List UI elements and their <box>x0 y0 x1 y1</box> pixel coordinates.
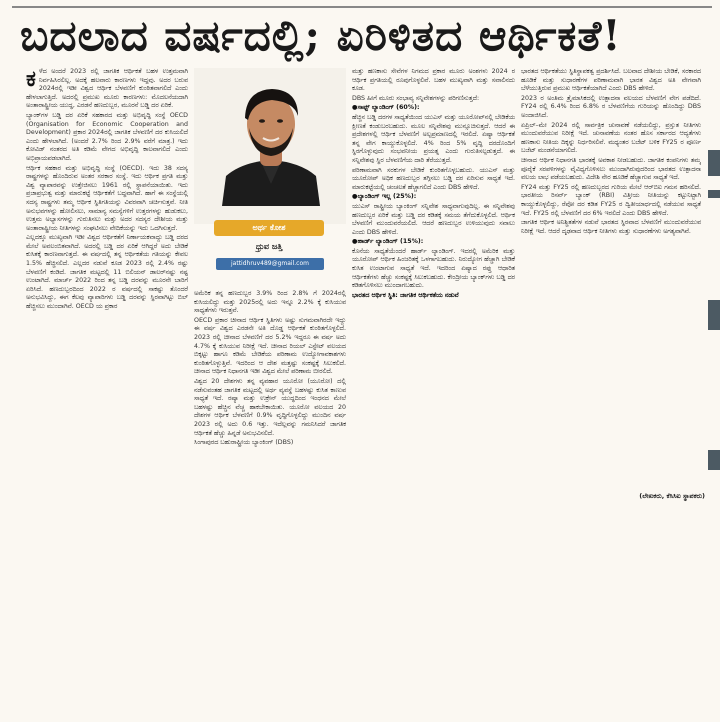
paragraph: ಮತ್ತು ಹಣಕಾಸು ಸೇವೆಗಳ ನಿಗಮದ ಪ್ರಕಾರ ಮೂರು ಅಂಶಗಳು 2024 ರ ಆರ್ಥಿಕ ಪ್ರಗತಿಯಲ್ಲಿ ರೂಪುಗೊಳ್ಳಲಿವೆ. ಬಹಳ ಮುಖ್ಯವಾಗಿ ಮತ್ತು ಸವಾಲಿನದು ಕೂಡ. <box>352 68 515 93</box>
article-column-2 <box>194 290 346 722</box>
top-rule <box>12 6 712 8</box>
paragraph: ಸಿಂಗಾಪುರದ ಬಹುರಾಷ್ಟ್ರೀಯ ಬ್ಯಾಂಕಿಂಗ್ (DBS) <box>194 439 294 447</box>
author-portrait-image <box>212 72 330 206</box>
edge-block <box>708 190 720 198</box>
paragraph: OECD ಪ್ರಕಾರ ಚೀನಾದ ಆರ್ಥಿಕ ಸ್ಥಿತಿಗಳು ಅಷ್ಟು ಸುಗಮವಾಗಿರದೇ ಇದ್ದು ಈ ವರ್ಷ ವಿಶ್ವದ ಎರಡನೇ ಅತಿ ದೊಡ್ಡ ಆರ್ಥಿಕತೆ ಕುಂಠಿತಗೊಳ್ಳಲಿದೆ. 2023 ರಲ್ಲಿ ಚೀನಾದ ಬೆಳವಣಿಗೆ ದರ 5.2% ಇದ್ದರೂ ಈ ವರ್ಷ ಅದು 4.7% ಕ್ಕೆ ಕುಸಿಯುವ ನಿರೀಕ್ಷೆ ಇದೆ. ಚೀನಾದ ರಿಯಲ್ ಎಸ್ಟೇಟ್ ವಲಯದ ಬಿಕ್ಕಟ್ಟು ಹಾಗೂ ಕಡಿಮೆ ಬೇಡಿಕೆಯ ಪರಿಣಾಮ ಉದ್ಯೋಗಾವಕಾಶಗಳು ಕುಂಠಿತಗೊಳ್ಳುತ್ತಿವೆ. ಇದರಿಂದ ಆ ದೇಶ ಮತ್ತಷ್ಟು ಸಂಕಷ್ಟಕ್ಕೆ ಸಿಲುಕಲಿದೆ. ಚೀನಾದ ಆರ್ಥಿಕ ನಿಧಾನಗತಿ ಇಡೀ ವಿಶ್ವದ ಮೇಲೆ ಪರಿಣಾಮ ಬೀರಲಿದೆ. <box>194 316 346 376</box>
edge-block <box>708 150 720 176</box>
author-photo <box>212 72 330 206</box>
article-column-3 <box>352 68 515 500</box>
paragraph: ಜಾಗತಿಕ ಆರ್ಥಿಕ ಅನಿಶ್ಚಿತತೆಗಳ ನಡುವೆ ಭಾರತದ ಸ್ಥಿರವಾದ ಬೆಳವಣಿಗೆ ಮುಂದುವರೆಯುವ ನಿರೀಕ್ಷೆ ಇದೆ. ಆದರೆ ದೃಢವಾದ ಆರ್ಥಿಕ ನೀತಿಗಳು ಮತ್ತು ಸುಧಾರಣೆಗಳು ಅಗತ್ಯವಾಗಿವೆ. <box>521 219 701 235</box>
drop-cap: ಕ <box>26 68 36 92</box>
paragraph: ಯುಎಸ್ ರಾಷ್ಟ್ರೀಯ ಬ್ಯಾಂಕಿಂಗ್ ಸನ್ನಿವೇಶ ಸಾಧ್ಯವಾಗುವುದಿಲ್ಲ. ಈ ಸನ್ನಿವೇಶವು ಹಣದುಬ್ಬರ ಏರಿಕೆ ಮತ್ತು ಬಡ್ಡಿ ದರ ಕಡಿತಕ್ಕೆ ಸಮಯ ತೆಗೆದುಕೊಳ್ಳಲಿದೆ. ಆರ್ಥಿಕ ಬೆಳವಣಿಗೆ ಮುಂದುವರೆಯಲಿದೆ. ಆದರೆ ಹಣದುಬ್ಬರ ಉಳಿಯುವುದು ಸವಾಲು ಎಂದು DBS ಹೇಳಿದೆ. <box>352 202 515 236</box>
paragraph: ವಿಶ್ವದ 20 ದೇಶಗಳು ತನ್ನ ವ್ಯವಹಾರ ಯೂರೋ (ಯೂರೋ) ದಲ್ಲಿ ನಡೆಸುವಂತಹ ಜಾಗತಿಕ ಮಟ್ಟದಲ್ಲಿ ಅರ್ಥ ವ್ಯವಸ್ಥೆ ಬಹಳಷ್ಟು ಕುಸಿತ ಕಾಣುವ ಸಾಧ್ಯತೆ ಇದೆ. ರಷ್ಯಾ ಮತ್ತು ಉಕ್ರೇನ್ ಯುದ್ಧದಿಂದ ಇಂಧನದ ಮೇಲೆ ಬಹಳಷ್ಟು ಹೆಚ್ಚಿನ ವೆಚ್ಚ ಹಾಕಬೇಕಾಯಿತು. ಯೂರೋ ವಲಯದ 20 ದೇಶಗಳ ಆರ್ಥಿಕ ಬೆಳವಣಿಗೆ 0.9% ವೃದ್ಧಿಗೊಳ್ಳಲಿದ್ದು ಮುಂದಿನ ವರ್ಷ 2023 ರಲ್ಲಿ ಅದು 0.6 ಇತ್ತು. ಇದೆಲ್ಲವನ್ನು ಗಮನಿಸಿದರೆ ಜಾಗತಿಕ ಆರ್ಥಿಕತೆ ಹೆಚ್ಚು ಹಿನ್ನಡೆ ಅನುಭವಿಸಲಿದೆ. <box>194 377 346 437</box>
column-label: ಅರ್ಥ ಕೋಶ <box>214 220 324 236</box>
paragraph: DBS ಹೀಗೆ ಮೂರು ಸಂಭಾವ್ಯ ಸನ್ನಿವೇಶಗಳನ್ನು ಪರಿಗಣಿಸುತ್ತದೆ: <box>352 94 480 102</box>
paragraph: ಕೊನೆಯ ಸಾಧ್ಯತೆಯೆಂದರೆ ಹಾರ್ಡ್ ಲ್ಯಾಂಡಿಂಗ್. ಇದರಲ್ಲಿ ಅಮೆರಿಕ ಮತ್ತು ಯೂರೋಪ್ ಆರ್ಥಿಕ ಹಿಂಜರಿತಕ್ಕೆ ಒಳಗಾಗಬಹುದು. ನಿರುದ್ಯೋಗ ಹೆಚ್ಚಾಗಿ ಬೇಡಿಕೆ ಕುಸಿತ ಉಂಟಾಗುವ ಸಾಧ್ಯತೆ ಇದೆ. ಇದರಿಂದ ಏಷ್ಯಾದ ರಫ್ತು ಆಧಾರಿತ ಆರ್ಥಿಕತೆಗಳು ಹೆಚ್ಚು ಸಂಕಷ್ಟಕ್ಕೆ ಸಿಲುಕಬಹುದು. ಕೇಂದ್ರೀಯ ಬ್ಯಾಂಕ್‌ಗಳು ಬಡ್ಡಿ ದರ ಕಡಿತಗೊಳಿಸಲು ಮುಂದಾಗಬಹುದು. <box>352 247 515 290</box>
subheading-soft-landing: ●ಸಾಫ್ಟ್ ಲ್ಯಾಂಡಿಂಗ್ (60%): <box>352 104 420 112</box>
paragraph: ಆರ್ಥಿಕ ಸಹಕಾರ ಮತ್ತು ಅಭಿವೃದ್ಧಿ ಸಂಸ್ಥೆ (OECD). ಇದು 38 ಸದಸ್ಯ ರಾಷ್ಟ್ರಗಳನ್ನು ಹೊಂದಿರುವ ಅಂತರ ಸರಕಾರ ಸಂಸ್ಥೆ. ಇದು ಆರ್ಥಿಕ ಪ್ರಗತಿ ಮತ್ತು ವಿಶ್ವ ವ್ಯಾಪಾರವನ್ನು ಉತ್ತೇಜಿಸಲು 1961 ರಲ್ಲಿ ಸ್ಥಾಪನೆಯಾಯಿತು. ಇದು ಪ್ರಜಾಪ್ರಭುತ್ವ ಮತ್ತು ಮಾರುಕಟ್ಟೆ ಆರ್ಥಿಕತೆಗೆ ಬದ್ಧವಾಗಿದೆ. ಹಾಗೆ ಈ ಸಂಸ್ಥೆಯಲ್ಲಿ ಸದಸ್ಯ ರಾಷ್ಟ್ರಗಳು ತಮ್ಮ ಆರ್ಥಿಕ ಸ್ಥಿತಿಗತಿಯನ್ನು ವಿವರವಾಗಿ ಚರ್ಚಿಸುತ್ತವೆ. ನೀತಿ ಅನುಭವಗಳನ್ನು ಹೋಲಿಸಲು, ಸಾಮಾನ್ಯ ಸಮಸ್ಯೆಗಳಿಗೆ ಉತ್ತರಗಳನ್ನು ಹುಡುಕಲು, ಉತ್ತಮ ಅಭ್ಯಾಸಗಳನ್ನು ಗುರುತಿಸಲು ಮತ್ತು ಅದರ ಸದಸ್ಯರ ದೇಶೀಯ ಮತ್ತು ಅಂತಾರಾಷ್ಟ್ರೀಯ ನೀತಿಗಳನ್ನು ಸಂಘಟಿಸಲು ವೇದಿಕೆಯನ್ನು ಇದು ಒದಗಿಸುತ್ತದೆ. <box>26 164 188 232</box>
paragraph: ಚೀನಾದ ಆರ್ಥಿಕ ನಿಧಾನಗತಿ ಭಾರತಕ್ಕೆ ಅವಕಾಶ ನೀಡಬಹುದು. ಜಾಗತಿಕ ಕಂಪನಿಗಳು ತಮ್ಮ ಪೂರೈಕೆ ಸರಪಳಿಗಳನ್ನು ವೈವಿಧ್ಯಗೊಳಿಸಲು ಮುಂದಾಗಿರುವುದರಿಂದ ಭಾರತದ ಉತ್ಪಾದನಾ ವಲಯ ಲಾಭ ಪಡೆಯಬಹುದು. ವಿದೇಶಿ ನೇರ ಹೂಡಿಕೆ ಹೆಚ್ಚಾಗುವ ಸಾಧ್ಯತೆ ಇದೆ. <box>521 156 701 182</box>
subheading-india-economy: ಭಾರತದ ಆರ್ಥಿಕ ಸ್ಥಿತಿ: ಜಾಗತಿಕ ಆರ್ಥಿಕತೆಯ ನಡುವೆ <box>352 291 459 299</box>
paragraph: FY24 ಮತ್ತು FY25 ರಲ್ಲಿ ಹಣದುಬ್ಬರದ ಗುರಿಯ ಮೇಲೆ ಆರ್‌ಬಿಐ ಗಮನ ಹರಿಸಲಿದೆ. ಭಾರತೀಯ ರಿಸರ್ವ್ ಬ್ಯಾಂಕ್ (RBI) ವಿತ್ತೀಯ ನೀತಿಯನ್ನು ಕಟ್ಟುನಿಟ್ಟಾಗಿ ಕಾಯ್ದುಕೊಳ್ಳಲಿದ್ದು, ರೆಪೋ ದರ ಕಡಿತ FY25 ರ ದ್ವಿತೀಯಾರ್ಧದಲ್ಲಿ ನಡೆಯುವ ಸಾಧ್ಯತೆ ಇದೆ. FY25 ರಲ್ಲಿ ಬೆಳವಣಿಗೆ ದರ 6% ಇರಲಿದೆ ಎಂದು DBS ಹೇಳಿದೆ. <box>521 183 701 217</box>
subheading-no-landing: ●ಲ್ಯಾಂಡಿಂಗ್ ಇಲ್ಲ (25%): <box>352 193 417 201</box>
paragraph: ಎಲ್ಲದಕ್ಕೂ ಮುಖ್ಯವಾಗಿ ಇಡೀ ವಿಶ್ವದ ಆರ್ಥಿಕತೆಗೆ ನಿರ್ಣಾಯಕವಾದ್ದು ಬಡ್ಡಿ ದರದ ಮೇಲೆ ಅವಲಂಬಿತವಾಗಿದೆ. ಅದರಲ್ಲಿ ಬಡ್ಡಿ ದರ ಏರಿಕೆ ಆಗಿದ್ದರೆ ಅದು ಬೇಡಿಕೆ ಕುಸಿತಕ್ಕೆ ಕಾರಣವಾಗುತ್ತದೆ. ಈ ವರ್ಷದಲ್ಲಿ ತನ್ನ ಆರ್ಥಿಕತೆಯ ಗತಿಯನ್ನು ಕೇವಲ 1.5% ಹೆಚ್ಚಿಸಲಿದೆ. ಎಲ್ಲದರ ನಡುವೆ ಕೂಡ 2023 ರಲ್ಲಿ 2.4% ರಷ್ಟು ಬೆಳವಣಿಗೆ ಕಂಡಿದೆ. ಜಾಗತಿಕ ಮಟ್ಟದಲ್ಲಿ 11 ಬಿಲಿಯನ್ ಡಾಲರ್‌ನಷ್ಟು ನಷ್ಟ ಉಂಟಾಗಿದೆ. ಮಾರ್ಚ್ 2022 ರಿಂದ ತನ್ನ ಬಡ್ಡಿ ದರವನ್ನು ಮೂರನೇ ಬಾರಿಗೆ ಏರಿಸಿದೆ. ಹಣದುಬ್ಬರದಿಂದ 2022 ರ ವರ್ಷದಲ್ಲಿ ಸಾಕಷ್ಟು ತೊಂದರೆ ಅನುಭವಿಸಿದ್ದು, ಈಗ ಕೆಲವು ವ್ಯಾಪಾರಿಗಳು ಬಡ್ಡಿ ದರವನ್ನು ಸ್ಥಿರವಾಗಿಟ್ಟು ಬಿಲ್ ಹೆಚ್ಚಿಸಲು ಮುಂದಾಗಿವೆ. OECD ಯ ಪ್ರಕಾರ <box>26 234 188 311</box>
paragraph: ಳೆದ ಅಂದರೆ 2023 ರಲ್ಲಿ ಜಾಗತಿಕ ಆರ್ಥಿಕತೆ ಬಹಳ ಉತ್ತಮವಾಗಿ ನಿರ್ವಹಿಸಿರಲಿಲ್ಲ. ಅದಕ್ಕೆ ಹಲವಾರು ಕಾರಣಗಳು ಇದ್ದವು. ಅದರ ಬರುವ 2024ರಲ್ಲಿ ಇಡೀ ವಿಶ್ವದ ಆರ್ಥಿಕ ಬೆಳವಣಿಗೆ ಕುಂಠಿತವಾಗಲಿದೆ ಎಂದು ಹೇಳಲಾಗುತ್ತಿದೆ. ಅದರಲ್ಲಿ ಪ್ರಮುಖ ಮೂರು ಕಾರಣಗಳು: ಮೊದಲನೆಯದಾಗಿ ಅಂತಾರಾಷ್ಟ್ರೀಯ ಯುದ್ಧ, ಎರಡನೆ ಹಣದುಬ್ಬರ, ಮೂರನೆ ಬಡ್ಡಿ ದರ ಏರಿಕೆ. <box>26 68 188 110</box>
edge-block <box>708 450 720 470</box>
paragraph: ಭಾರತದ ಆರ್ಥಿಕತೆಯು ಸ್ಥಿತಿಸ್ಥಾಪಕತ್ವ ಪ್ರದರ್ಶಿಸಿದೆ. ಬಲವಾದ ದೇಶೀಯ ಬೇಡಿಕೆ, ಸರಕಾರದ ಹೂಡಿಕೆ ಮತ್ತು ಸುಧಾರಣೆಗಳ ಪರಿಣಾಮವಾಗಿ ಭಾರತ ವಿಶ್ವದ ಅತಿ ವೇಗವಾಗಿ ಬೆಳೆಯುತ್ತಿರುವ ಪ್ರಮುಖ ಆರ್ಥಿಕತೆಯಾಗಿದೆ ಎಂದು DBS ಹೇಳಿದೆ. <box>521 68 701 93</box>
paragraph: ಬ್ಯಾಂಕ್‌ಗಳ ಬಡ್ಡಿ ದರ ಏರಿಕೆ ಸಹಕಾರದ ಮತ್ತು ಅಭಿವೃದ್ಧಿ ಸಂಸ್ಥೆ OECD (Organisation for Economic Cooperation and Development) ಪ್ರಕಾರ 2024ರಲ್ಲಿ ಜಾಗತಿಕ ಬೆಳವಣಿಗೆ ದರ ಕುಸಿಯಲಿದೆ ಎಂದು ಹೇಳಲಾಗಿದೆ. (ಅಂದರೆ 2.7% ರಿಂದ 2.9% ವರೆಗೆ ಮಾತ್ರ.) ಇದು ಕೋವಿಡ್ ನಂತರದ ಅತಿ ಕಡಿಮೆ ವೇಗದ ಅಭಿವೃದ್ಧಿ ಕಾಲವಾಗಲಿದೆ ಎಂದು ಅಭಿಪ್ರಾಯಪಡಲಾಗಿದೆ. <box>26 111 188 162</box>
article-headline: ಬದಲಾದ ವರ್ಷದಲ್ಲಿ; ಏರಿಳಿತದ ಆರ್ಥಿಕತೆ! <box>20 11 622 60</box>
paragraph: ಹೆಚ್ಚಿನ ಬಡ್ಡಿ ದರಗಳ ಸಾಧ್ಯತೆಯಿಂದ ಯುಎಸ್ ಮತ್ತು ಯೂರೋಪ್‌ನಲ್ಲಿ ಬೇಡಿಕೆಯ ಕ್ಷೀಣತೆ ಕಂಡುಬರಬಹುದು. ಮೂಲ ಸನ್ನಿವೇಶವು ಮುನ್ಸೂಚಿಸುತ್ತದೆ. ಆದರೆ ಈ ಪ್ರದೇಶಗಳಲ್ಲಿ ಆರ್ಥಿಕ ಬೆಳವಣಿಗೆ ಅಲ್ಪಪ್ರಮಾಣದಲ್ಲಿ ಇರಲಿದೆ. ಏಷ್ಯಾ ಆರ್ಥಿಕತೆ ತನ್ನ ವೇಗ ಕಾಯ್ದುಕೊಳ್ಳಲಿದೆ. 4% ರಿಂದ 5% ವೃದ್ಧಿ ದರದೊಂದಿಗೆ ಸ್ಥಿರಗೊಳ್ಳುವುದು ಸಂಭವನೀಯ ಪ್ರಯತ್ನ ಎಂದು ಗುರುತಿಸಲ್ಪಡುತ್ತದೆ. ಈ ಸನ್ನಿವೇಶವು ಸ್ಥಿರ ಬೆಳವಣಿಗೆಯ ದಾರಿ ತೆರೆಯುತ್ತದೆ. <box>352 113 515 164</box>
author-email[interactable]: jattidhruv489@gmail.com <box>216 258 324 270</box>
paragraph: ಪರಿಣಾಮವಾಗಿ ಸರಕುಗಳ ಬೇಡಿಕೆ ಕುಂಠಿತಗೊಳ್ಳಬಹುದು. ಯುಎಸ್ ಮತ್ತು ಯೂರೋಪ್ ಅಧಿಕ ಹಣದುಬ್ಬರ ತಗ್ಗಿಸಲು ಬಡ್ಡಿ ದರ ಏರಿಸುವ ಸಾಧ್ಯತೆ ಇದೆ. ಮಾರುಕಟ್ಟೆಯಲ್ಲಿ ಚಂಚಲತೆ ಹೆಚ್ಚಾಗಲಿದೆ ಎಂದು DBS ಹೇಳಿದೆ. <box>352 166 515 191</box>
article-column-4 <box>521 68 701 500</box>
paragraph: 2023 ರ ಅಂತಿಮ ತ್ರೈಮಾಸಿಕದಲ್ಲಿ ಉತ್ಪಾದನಾ ವಲಯದ ಬೆಳವಣಿಗೆ ವೇಗ ಪಡೆದಿದೆ. FY24 ರಲ್ಲಿ 6.4% ರಿಂದ 6.8% ರ ಬೆಳವಣಿಗೆಯ ಗುರಿಯನ್ನು ಹೊಂದಿದ್ದು DBS ಅಂದಾಜಿಸಿದೆ. <box>521 94 701 119</box>
article-column-1 <box>26 68 188 500</box>
author-credit: (ಲೇಖಕರು, ಕೆಸಿಸಿಐ ಸ್ಥಾಪಕರು) <box>639 492 705 500</box>
author-photo-card <box>194 68 346 224</box>
paragraph: ಅಮೆರಿಕ ತನ್ನ ಹಣದುಬ್ಬರ 3.9% ರಿಂದ 2.8% ಗೆ 2024ರಲ್ಲಿ ಕುಸಿಯಲಿದ್ದು ಮತ್ತು 2025ರಲ್ಲಿ ಅದು ಇನ್ನೂ 2.2% ಕ್ಕೆ ಕುಸಿಯುವ ಸಾಧ್ಯತೆಗಳು ಇರುತ್ತವೆ. <box>194 290 346 315</box>
author-byline <box>194 218 346 280</box>
subheading-hard-landing: ●ಹಾರ್ಡ್ ಲ್ಯಾಂಡಿಂಗ್ (15%): <box>352 238 424 246</box>
right-edge-strip <box>708 150 720 490</box>
edge-block <box>708 300 720 330</box>
author-name: ಧ್ರುವ ಜತ್ತಿ <box>255 242 283 251</box>
paragraph: ಏಪ್ರಿಲ್–ಮೇ 2024 ರಲ್ಲಿ ಸಾರ್ವತ್ರಿಕ ಚುನಾವಣೆ ನಡೆಯಲಿದ್ದು, ಪ್ರಸ್ತುತ ನೀತಿಗಳು ಮುಂದುವರೆಯುವ ನಿರೀಕ್ಷೆ ಇದೆ. ಚುನಾವಣೆಯ ನಂತರ ಹೊಸ ಸರ್ಕಾರದ ಆದ್ಯತೆಗಳು ಹಣಕಾಸು ನೀತಿಯ ದಿಕ್ಕನ್ನು ನಿರ್ಧರಿಸಲಿವೆ. ಮಧ್ಯಂತರ ಬಜೆಟ್ ಬಳಿಕ FY25 ರ ಪೂರ್ಣ ಬಜೆಟ್ ಮಂಡನೆಯಾಗಲಿದೆ. <box>521 121 701 155</box>
